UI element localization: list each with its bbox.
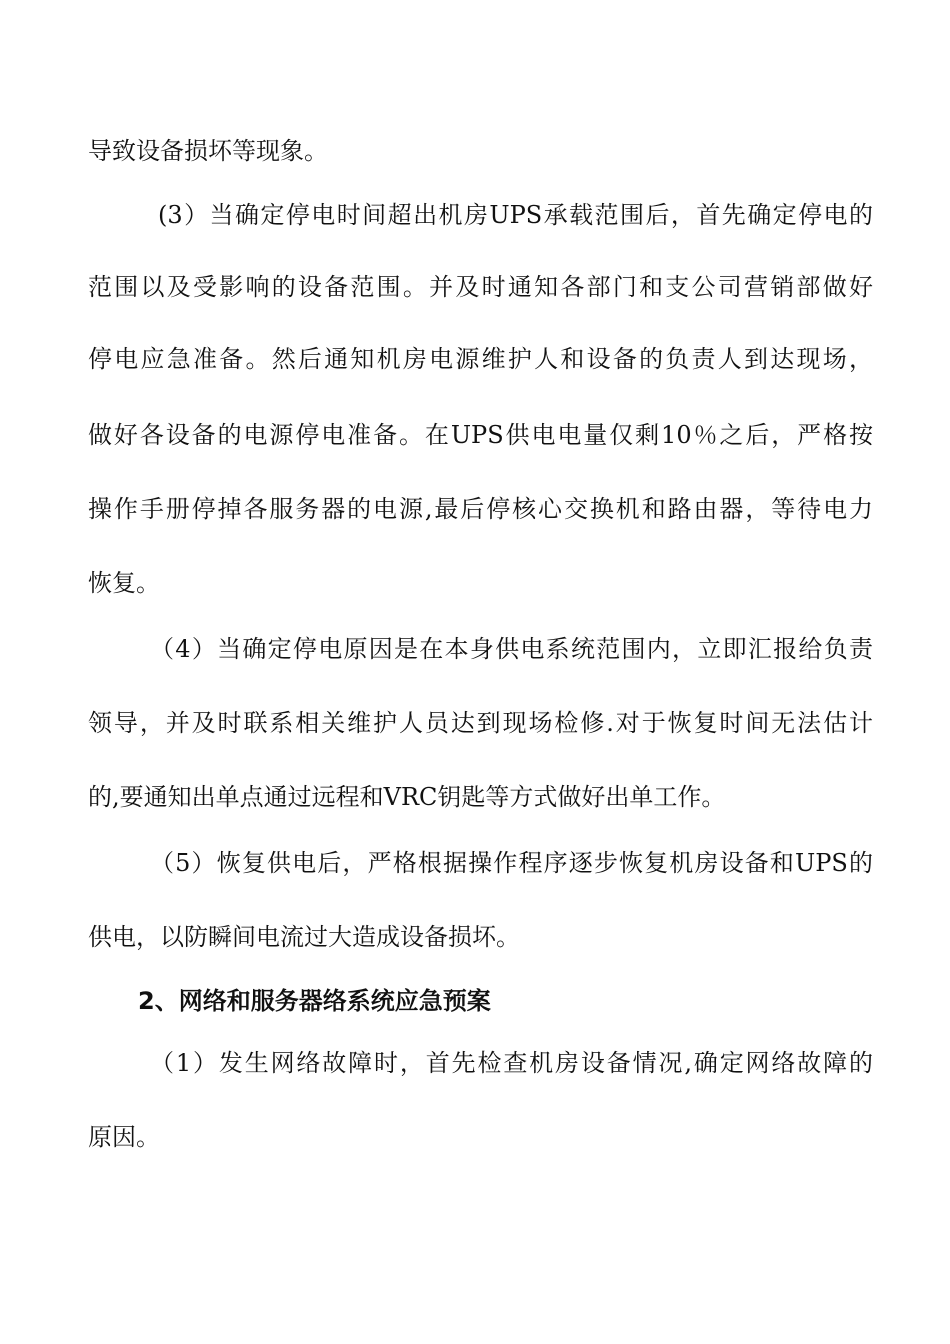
paragraph-line: （5）恢复供电后，严格根据操作程序逐步恢复机房设备和UPS的 (150, 849, 873, 877)
paragraph-line: 原因。 (88, 1123, 160, 1151)
paragraph-line: 导致设备损坏等现象。 (88, 137, 328, 165)
paragraph-line: 操作手册停掉各服务器的电源,最后停核心交换机和路由器，等待电力 (88, 495, 873, 523)
paragraph-line: 供电，以防瞬间电流过大造成设备损坏。 (88, 923, 520, 951)
paragraph-line: 停电应急准备。然后通知机房电源维护人和设备的负责人到达现场， (88, 345, 873, 373)
paragraph-line: （4）当确定停电原因是在本身供电系统范围内，立即汇报给负责 (150, 635, 873, 663)
section-heading: 2、网络和服务器络系统应急预案 (138, 987, 491, 1015)
paragraph-line: 范围以及受影响的设备范围。并及时通知各部门和支公司营销部做好 (88, 273, 873, 301)
paragraph-line: 领导，并及时联系相关维护人员达到现场检修.对于恢复时间无法估计 (88, 709, 873, 737)
paragraph-line: (3）当确定停电时间超出机房UPS承载范围后，首先确定停电的 (158, 201, 873, 229)
paragraph-line: （1）发生网络故障时，首先检查机房设备情况,确定网络故障的 (150, 1049, 873, 1077)
paragraph-line: 的,要通知出单点通过远程和VRC钥匙等方式做好出单工作。 (88, 783, 726, 811)
paragraph-line: 恢复。 (88, 569, 160, 597)
paragraph-line: 做好各设备的电源停电准备。在UPS供电电量仅剩10％之后，严格按 (88, 421, 873, 449)
